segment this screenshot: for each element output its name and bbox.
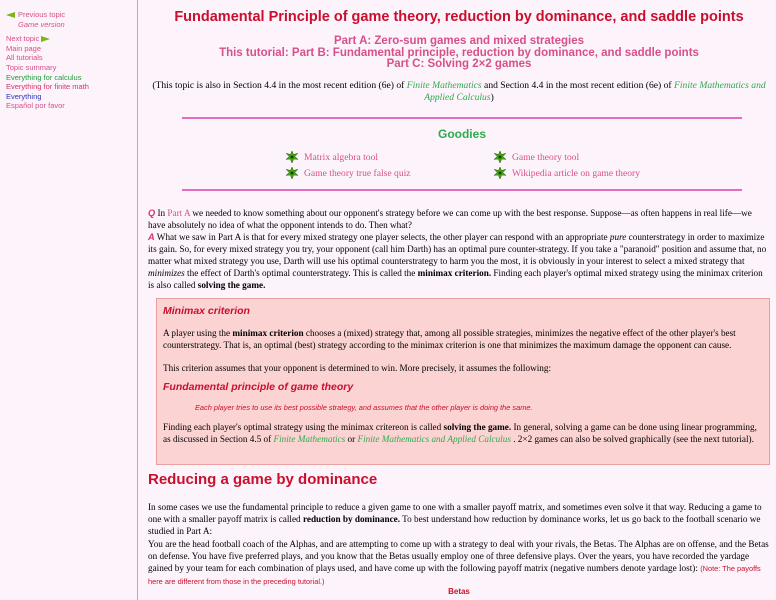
dominance-heading: Reducing a game by dominance [148,471,378,488]
goodies-title: Goodies [437,127,486,141]
star-icon [494,151,506,163]
solving-game-paragraph: Finding each player's optimal strategy using the minimax critereon is called solving the game. In general, solving a game can be done using linear programming, as discussed in Section 4.5 of Finite Mathematics or Finite Mathematics and Applied Calculus . 2×2 games can also be solved graphically (see the next tutorial). [163,422,757,444]
question-paragraph: Q In Part A we needed to know something about our opponent's strategy before we can come up with the best response. Suppose—as often happens in real life—we have absolutely no idea of what the opponent intends to do. Then what? [148,208,752,230]
minimax-assumption: This criterion assumes that your opponent is determined to win. More precisely, it assumes the following: [163,363,552,373]
quiz-link[interactable]: Game theory true false quiz [286,167,411,179]
star-icon [286,167,298,179]
star-icon [286,151,298,163]
goodies-panel [182,117,742,191]
arrow-left-icon [6,12,15,18]
finite-math-link-2[interactable]: Finite Mathematics [273,434,346,444]
this-tutorial-label: This tutorial: Part B: Fundamental principle, reduction by dominance, and saddle points [219,46,699,59]
betas-label: Betas [448,587,470,596]
tutorial-parts [148,36,770,71]
section-note: (This topic is also in Section 4.4 in the most recent edition (6e) of Finite Mathematics and Section 4.4 in the most recent edition (6e) of Finite Mathematics and Applied Calculus) [152,80,766,103]
finite-math-link[interactable]: Finite Mathematics [406,80,482,91]
matrix-tool-link[interactable]: Matrix algebra tool [286,151,378,163]
minimax-box [156,298,770,465]
minimax-heading: Minimax criterion [163,305,250,317]
all-tutorials-link[interactable]: All tutorials [6,53,43,63]
question-answer [148,207,770,291]
fundamental-principle-text: Each player tries to use its best possible strategy, and assumes that the other player is doing the same. [195,403,533,412]
everything-finite-link[interactable]: Everything for finite math [6,82,89,92]
fundamental-principle-heading: Fundamental principle of game theory [163,381,354,393]
everything-calculus-link[interactable]: Everything for calculus [6,72,82,82]
espanol-link[interactable]: Español por favor [6,101,65,111]
next-topic-link[interactable]: Next topic [6,34,89,44]
sidebar-nav [0,0,138,600]
main-page-link[interactable]: Main page [6,43,42,53]
finite-math-applied-calc-link[interactable]: Finite Mathematics and Applied Calculus [424,80,766,103]
minimax-definition: A player using the minimax criterion chooses a (mixed) strategy that, among all possible strategies, minimizes the negative effect of the other player's best counterstrategy. That is, an optimal (best) strategy according to the minimax criterion is one that minimizes the maximum damage the opponent can cause. [163,328,736,350]
dominance-intro: In some cases we use the fundamental principle to reduce a given game to one with a smaller payoff matrix, and sometimes even solve it that way. Reducing a game to one with a smaller payoff matrix is called reduction by dominance. To best understand how reduction by dominance works, let us go back to the football scenario we studied in Part A: [148,502,762,536]
star-icon [494,167,506,179]
topic-summary-link[interactable]: Topic summary [6,62,57,72]
part-a-link[interactable]: Part A: Zero-sum games and mixed strategies [333,35,585,47]
part-a-inline-link[interactable]: Part A [167,208,191,218]
part-c-link[interactable]: Part C: Solving 2×2 games [386,58,532,70]
everything-link[interactable]: Everything [6,91,42,101]
game-version-link[interactable]: Game version [18,19,65,29]
arrow-right-icon [41,36,50,42]
football-scenario: You are the head football coach of the Alphas, and are attempting to come up with a strategy to deal with your rivals, the Betas. The Alphas are on offense, and the Betas on defense. You have five preferred plays, and you know that the Betas usually employ one of three defensive plays. Over the years, you have recorded the yardage gained by your team for each combination of plays used, and have come up with the following payoff matrix (negative numbers denote yardage lost): (Note: The payoffs here are different from those in the preceding tutorial.) [148,539,769,586]
page-title: Fundamental Principle of game theory, reduction by dominance, and saddle points [174,9,744,25]
previous-topic-link[interactable]: Previous topic [6,10,89,20]
finite-math-applied-calc-link-2[interactable]: Finite Mathematics and Applied Calculus [357,434,511,444]
wikipedia-link[interactable]: Wikipedia article on game theory [494,167,640,179]
game-theory-tool-link[interactable]: Game theory tool [494,151,579,163]
answer-paragraph: A What we saw in Part A is that for every mixed strategy one player selects, the other player can respond with an appropriate pure counterstrategy in order to maximize its gain. So, for every mixed strategy you try, your opponent (call him Darth) has an optimal pure counter-strategy. If you take a "paranoid" position and assume that, no matter what mixed strategy you use, Darth will use his optimal counterstrategy to harm you the most, it is obviously in your interest to select a mixed strategy that minimizes the effect of Darth's optimal counterstrategy. This is called the minimax criterion. Finding each player's optimal mixed strategy using the minimax criterion is also called solving the game. [148,232,767,290]
